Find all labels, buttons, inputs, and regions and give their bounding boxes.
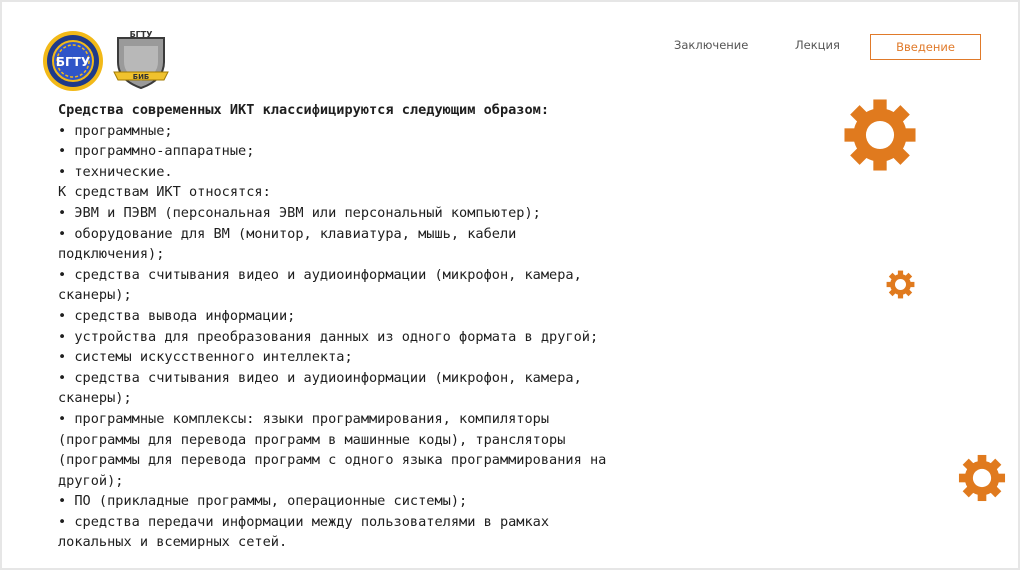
university-logo-round xyxy=(42,30,104,92)
content-line: • ЭВМ и ПЭВМ (персональная ЭВМ или персональный компьютер); xyxy=(58,204,541,221)
content-line: • оборудование для ВМ (монитор, клавиатура, мышь, кабели xyxy=(58,225,517,242)
content-line: (программы для перевода программ с одного языка программирования на xyxy=(58,452,607,469)
content-line: подключения); xyxy=(58,246,165,263)
nav-lecture-link[interactable]: Лекция xyxy=(795,38,840,52)
nav-conclusion-link[interactable]: Заключение xyxy=(674,38,749,52)
content-line: другой); xyxy=(58,472,124,489)
content-line: сканеры); xyxy=(58,287,132,304)
gear-icon xyxy=(843,98,917,172)
content-line: • средства передачи информации между пользователями в рамках xyxy=(58,513,550,530)
content-line: • программные комплексы: языки программирования, компиляторы xyxy=(58,410,550,427)
university-logo-shield xyxy=(110,28,172,92)
content-line: • программные; xyxy=(58,122,173,139)
slide-content xyxy=(58,100,758,553)
content-line: К средствам ИКТ относятся: xyxy=(58,184,271,201)
content-line: (программы для перевода программ в машинные коды), трансляторы xyxy=(58,431,566,448)
content-heading: Средства современных ИКТ классифицируются следующим образом: xyxy=(58,102,550,118)
content-line: локальных и всемирных сетей. xyxy=(58,534,288,551)
content-line: • программно-аппаратные; xyxy=(58,143,255,160)
gear-icon xyxy=(886,270,915,299)
content-line: • средства считывания видео и аудиоинформации (микрофон, камера, xyxy=(58,369,582,386)
content-line: сканеры); xyxy=(58,390,132,407)
content-line: • технические. xyxy=(58,163,173,180)
logo-left-text: БГТУ xyxy=(55,55,91,69)
gear-icon xyxy=(958,454,1006,502)
content-line: • устройства для преобразования данных из одного формата в другой; xyxy=(58,328,599,345)
content-line: • системы искусственного интеллекта; xyxy=(58,349,353,366)
content-line: • средства считывания видео и аудиоинформации (микрофон, камера, xyxy=(58,266,582,283)
content-line: • ПО (прикладные программы, операционные системы); xyxy=(58,493,468,510)
logo-right-bottom-text: БИБ xyxy=(132,73,150,81)
content-line: • средства вывода информации; xyxy=(58,307,296,324)
logo-right-text: БГТУ xyxy=(129,30,153,39)
nav-introduction-button[interactable]: Введение xyxy=(870,34,981,60)
